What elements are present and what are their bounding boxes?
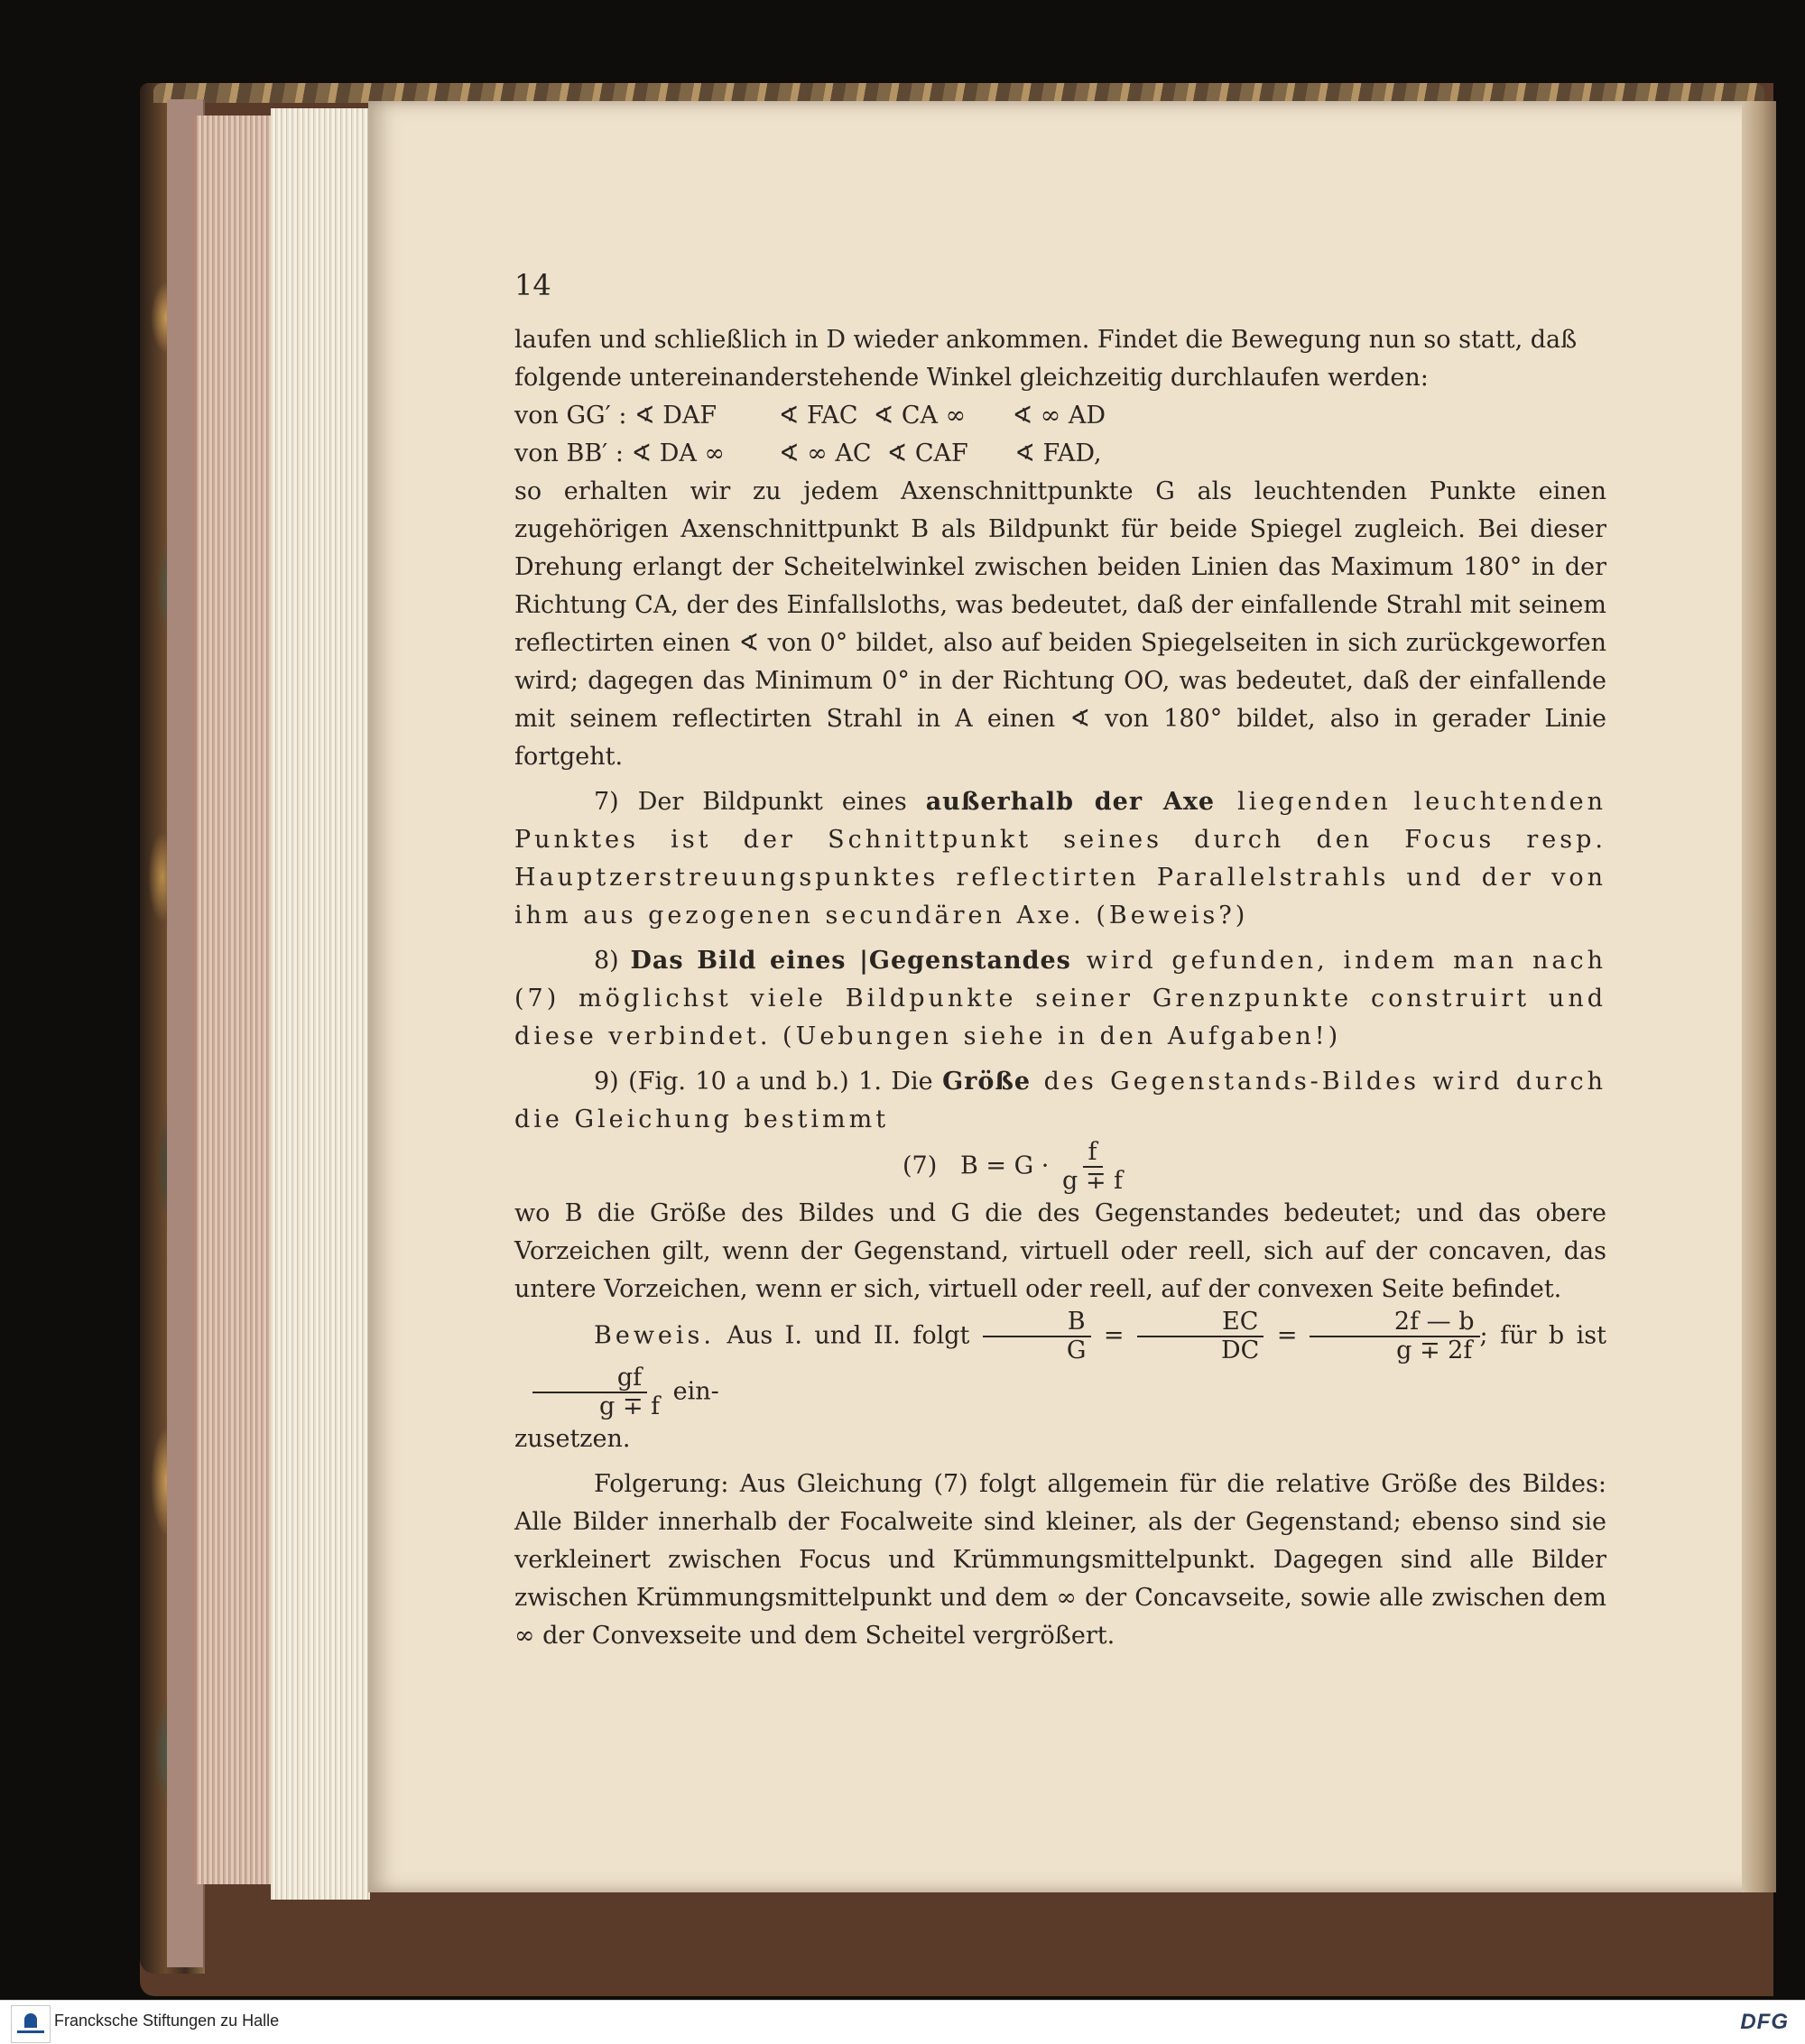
numerator: B	[983, 1309, 1091, 1337]
text-span: 9) (Fig. 10 a und b.) 1. Die	[594, 1068, 943, 1096]
paragraph: so erhalten wir zu jedem Axenschnittpunkte G als leuchtenden Punkte einen zugehörigen Axenschnittpunkt B als Bildpunkt für beide Spiegel zugleich. Bei dieser Drehung erlangt der Scheitelwinkel zwischen beiden Linien das Maximum 180° in der Richtung CA, der des Einfallsloths, was bedeutet, daß der einfallende Strahl mit seinem reflectirten einen ∢ von 0° bildet, also auf beiden Spiegelseiten in sich zurückgeworfen wird; dagegen das Minimum 0° in der Richtung OO, was bedeutet, daß der einfallende mit seinem reflectirten Strahl in A einen ∢ von 180° bildet, also in gerader Linie fortgeht.	[514, 477, 1606, 771]
paragraph-8	[514, 942, 1606, 1056]
text-span: wird gefunden, indem man nach (7) möglichst viele Bildpunkte seiner Grenzpunkte construirt und diese verbindet. (Uebungen siehe in den Aufgaben!)	[514, 947, 1606, 1050]
denominator: g ∓ 2f	[1396, 1336, 1473, 1364]
text-span: liegenden leuchtenden Punktes ist der Schnittpunkt seines durch den Focus resp. Hauptzerstreuungspunktes reflectirten Parallelstrahls und der von ihm aus gezogenen secundären Axe. (Beweis?)	[514, 788, 1606, 930]
equals: =	[1276, 1321, 1298, 1350]
denominator: DC	[1221, 1336, 1260, 1364]
formula-7	[514, 1139, 1606, 1195]
logo-building	[24, 2013, 37, 2028]
fraction	[1057, 1139, 1128, 1195]
angle-row-bb: von BB′ : ∢ DA ∞ ∢ ∞ AC ∢ CAF ∢ FAD,	[514, 439, 1102, 467]
paragraph: Folgerung: Aus Gleichung (7) folgt allgemein für die relative Größe des Bildes: Alle Bilder innerhalb der Focalweite sind kleiner, als der Gegenstand; ebenso sind sie verkleinert zwischen Focus und Krümmungsmittelpunkt. Dagegen sind alle Bilder zwischen Krümmungsmittelpunkt und dem ∞ der Concavseite, sowie alle zwischen dem ∞ der Convexseite und dem Scheitel vergrößert.	[514, 1470, 1606, 1650]
fraction	[514, 1364, 665, 1420]
text-span: 8)	[594, 947, 631, 975]
paragraph-9	[514, 1063, 1606, 1139]
francke-foundation-logo-icon[interactable]	[11, 2005, 51, 2043]
text-line: laufen und schließlich in D wieder ankommen. Findet die Bewegung nun so statt, daß	[514, 326, 1578, 354]
page-gutter	[1742, 101, 1776, 1892]
beweis-line	[514, 1309, 1606, 1420]
bold-term: außerhalb der Axe	[925, 788, 1216, 816]
dfg-logo[interactable]: DFG	[1740, 2010, 1789, 2034]
paragraph-7	[514, 783, 1606, 935]
paragraph: wo B die Größe des Bildes und G die des Gegenstandes bedeutet; und das obere Vorzeichen gilt, wenn der Gegenstand, virtuell oder reell, sich auf der concaven, das untere Vorzeichen, wenn er sich, virtuell oder reell, auf der convexen Seite befindet.	[514, 1199, 1606, 1303]
logo-bar	[17, 2030, 44, 2033]
beweis-label: Beweis.	[594, 1321, 715, 1350]
fraction	[1310, 1309, 1480, 1364]
denominator: g ∓ f	[599, 1392, 661, 1420]
page-edges-stack	[271, 108, 370, 1900]
text-span: ; für b ist	[1479, 1321, 1606, 1350]
formula-label: (7)	[902, 1151, 938, 1180]
institution-name[interactable]: Francksche Stiftungen zu Halle	[54, 2012, 280, 2030]
formula-lhs: B = G ·	[960, 1151, 1050, 1180]
bold-term: Das Bild eines |Gegenstandes	[630, 947, 1071, 975]
fraction	[982, 1309, 1092, 1364]
numerator: f	[1083, 1139, 1103, 1168]
text-span: Aus I. und II. folgt	[727, 1321, 970, 1350]
numerator: 2f — b	[1310, 1309, 1480, 1337]
text-line: zusetzen.	[514, 1425, 631, 1453]
denominator: G	[1066, 1336, 1087, 1364]
text-span: ein-	[672, 1377, 719, 1406]
bold-term: Größe	[942, 1068, 1032, 1096]
text-line: folgende untereinanderstehende Winkel gleichzeitig durchlaufen werden:	[514, 364, 1429, 392]
text-span: 7) Der Bildpunkt eines	[594, 788, 926, 816]
page-text	[514, 321, 1606, 1655]
marbled-top-edge	[153, 83, 1764, 103]
denominator: g ∓ f	[1061, 1167, 1124, 1195]
page-number: 14	[514, 268, 551, 302]
text-span: des Gegenstands-Bildes wird durch die Gleichung bestimmt	[514, 1068, 1606, 1133]
fraction	[1136, 1309, 1264, 1364]
page-edges-left	[194, 116, 273, 1884]
equals: =	[1103, 1321, 1125, 1350]
numerator: gf	[532, 1364, 647, 1393]
angle-row-gg: von GG′ : ∢ DAF ∢ FAC ∢ CA ∞ ∢ ∞ AD	[514, 402, 1106, 430]
numerator: EC	[1137, 1309, 1264, 1337]
viewer-footer	[0, 2000, 1805, 2044]
